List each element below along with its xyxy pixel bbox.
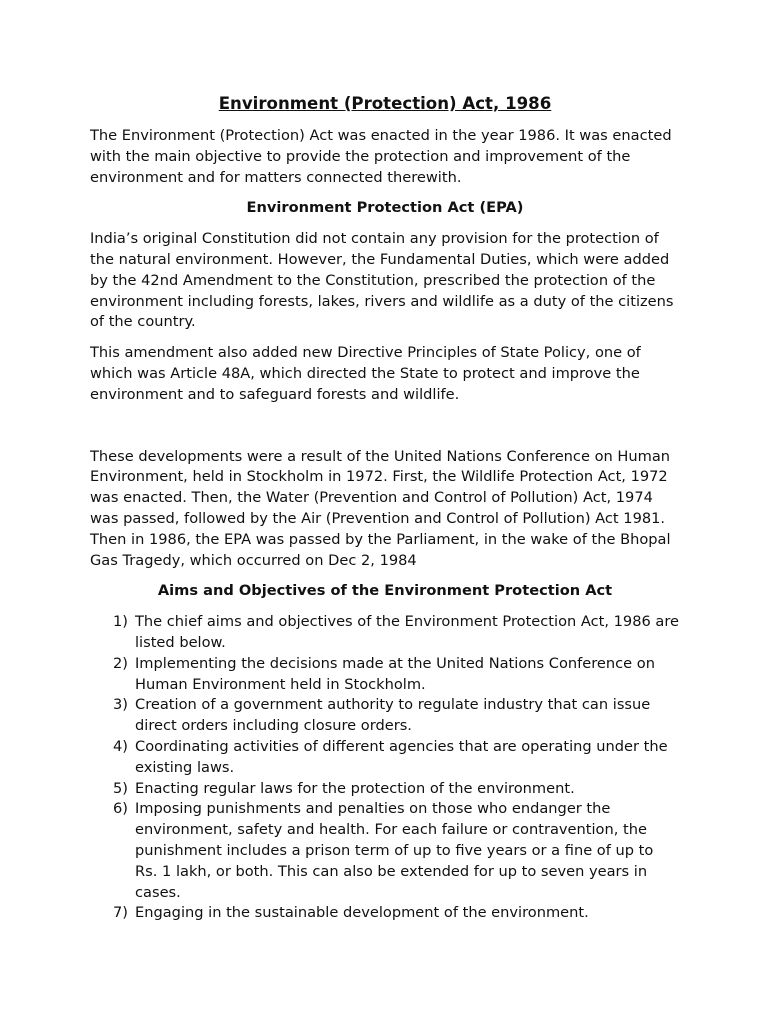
list-item	[90, 737, 680, 779]
list-item-text: Coordinating activities of different agencies that are operating under the existing laws.	[135, 737, 668, 776]
list-item-number: 3)	[113, 696, 128, 714]
list-item-text: Engaging in the sustainable development of the environment.	[135, 904, 589, 922]
list-item	[90, 903, 680, 924]
list-item-text: Implementing the decisions made at the United Nations Conference on Human Environment held in Stockholm.	[135, 654, 655, 693]
list-item-text: Creation of a government authority to regulate industry that can issue direct orders including closure orders.	[135, 696, 651, 735]
intro-paragraph: The Environment (Protection) Act was enacted in the year 1986. It was enacted with the main objective to provide the protection and improvement of the environment and for matters connected therewith.	[90, 127, 672, 186]
paragraph-amendment: This amendment also added new Directive Principles of State Policy, one of which was Article 48A, which directed the State to protect and improve the environment and to safeguard forests and wildlife.	[90, 344, 641, 403]
list-item	[90, 695, 680, 737]
list-item-text: Enacting regular laws for the protection of the environment.	[135, 779, 575, 797]
aims-list	[90, 612, 680, 924]
list-item-text: Imposing punishments and penalties on those who endanger the environment, safety and health. For each failure or contravention, the punishment includes a prison term of up to five years or a fine of up to Rs. 1 lakh, or both. This can also be extended for up to seven years in cases.	[135, 800, 654, 901]
list-item-text: The chief aims and objectives of the Environment Protection Act, 1986 are listed below.	[135, 613, 680, 651]
list-item	[90, 654, 680, 696]
list-item-number: 5)	[113, 779, 128, 797]
list-item-number: 6)	[113, 800, 128, 818]
list-item-number: 7)	[113, 904, 128, 922]
section-heading-aims: Aims and Objectives of the Environment Protection Act	[157, 582, 613, 600]
list-item	[90, 799, 680, 903]
document-title: Environment (Protection) Act, 1986	[218, 94, 552, 113]
section-heading-epa: Environment Protection Act (EPA)	[246, 199, 524, 217]
list-item-number: 4)	[113, 737, 128, 755]
list-item	[90, 612, 680, 654]
list-item	[90, 779, 680, 800]
list-item-number: 2)	[113, 654, 128, 672]
list-item-number: 1)	[113, 613, 128, 631]
paragraph-constitution: India’s original Constitution did not contain any provision for the protection of the natural environment. However, the Fundamental Duties, which were added by the 42nd Amendment to the Constitution, prescribed the protection of the environment including forests, lakes, rivers and wildlife as a duty of the citizens of the country.	[90, 230, 674, 331]
blank-line	[90, 416, 680, 447]
paragraph-developments: These developments were a result of the United Nations Conference on Human Environment, held in Stockholm in 1972. First, the Wildlife Protection Act, 1972 was enacted. Then, the Water (Prevention and Control of Pollution) Act, 1974 was passed, followed by the Air (Prevention and Control of Pollution) Act 1981. Then in 1986, the EPA was passed by the Parliament, in the wake of the Bhopal Gas Tragedy, which occurred on Dec 2, 1984	[90, 447, 671, 569]
